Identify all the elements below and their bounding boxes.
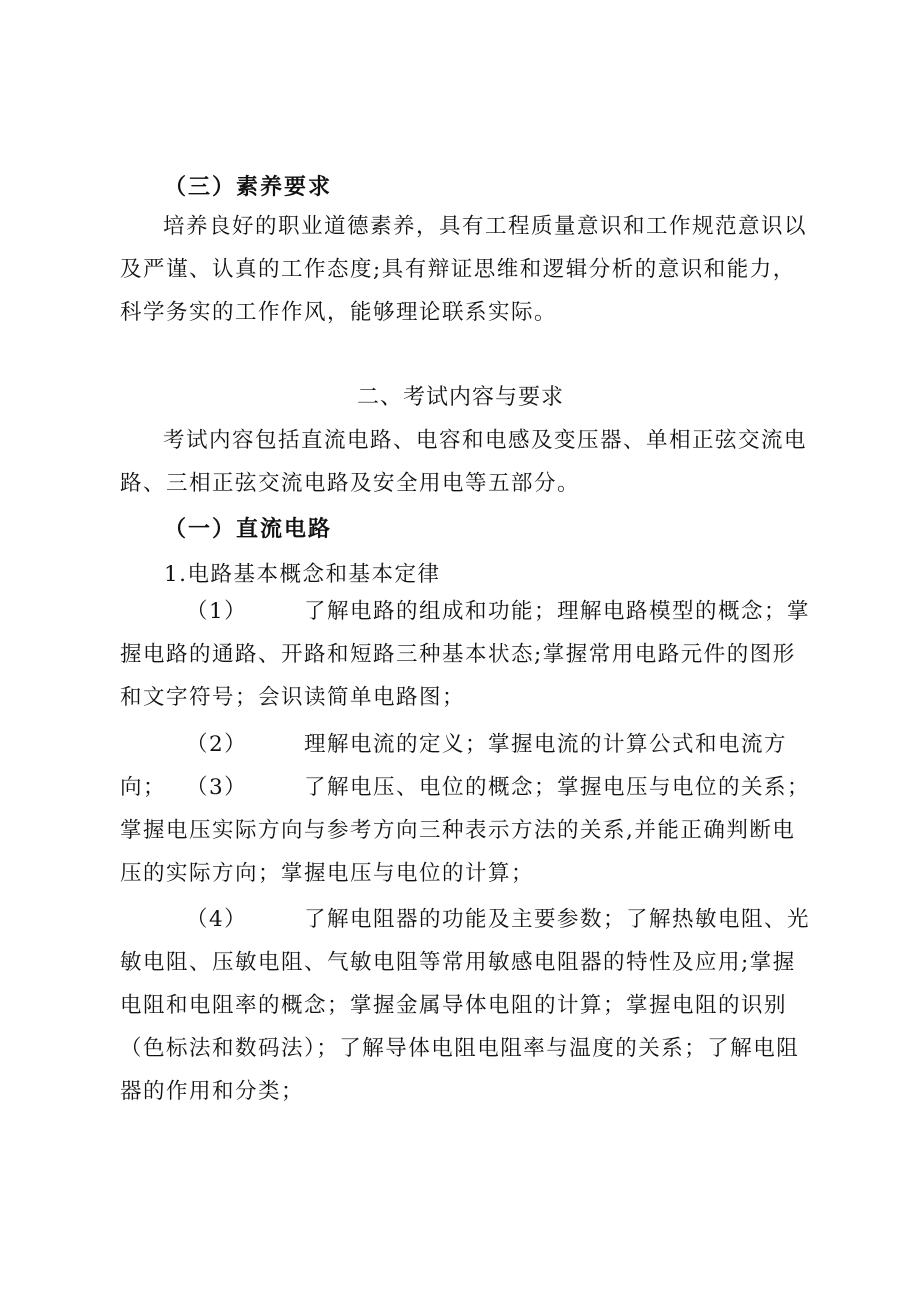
dc-heading: （一）直流电路 bbox=[164, 516, 333, 542]
section-title: 二、考试内容与要求 bbox=[357, 385, 565, 410]
dc-subheading: 1.电路基本概念和基本定律 bbox=[164, 562, 441, 587]
item-text: 理解电流的定义；掌握电流的计算公式和电流方向； bbox=[120, 732, 788, 800]
item-text: 了解电压、电位的概念；掌握电压与电位的关系；掌握电压实际方向与参考方向三种表示方法的关系,并能正确判断电压的实际方向；掌握电压与电位的计算； bbox=[120, 775, 811, 886]
item-text: 了解电阻器的功能及主要参数；了解热敏电阻、光敏电阻、压敏电阻、气敏电阻等常用敏感电阻器的特性及应用;掌握电阻和电阻率的概念；掌握金属导体电阻的计算；掌握电阻的识别（色标法和数码法）；了解导体电阻电阻率与温度的关系；了解电阻器的作用和分类； bbox=[120, 907, 811, 1104]
item-number: （4） bbox=[186, 907, 248, 932]
list-item-4 bbox=[120, 898, 810, 1113]
section-intro: 考试内容包括直流电路、电容和电感及变压器、单相正弦交流电路、三相正弦交流电路及安全用电等五部分。 bbox=[120, 428, 808, 496]
literacy-paragraph: 培养良好的职业道德素养，具有工程质量意识和工作规范意识以及严谨、认真的工作态度;具有辩证思维和逻辑分析的意识和能力，科学务实的工作作风，能够理论联系实际。 bbox=[120, 214, 808, 325]
literacy-heading: （三）素养要求 bbox=[164, 174, 333, 200]
item-number: （2） bbox=[186, 732, 248, 757]
item-text: 了解电路的组成和功能；理解电路模型的概念；掌握电路的通路、开路和短路三种基本状态;掌握常用电路元件的图形和文字符号；会识读简单电路图； bbox=[120, 599, 811, 710]
item-number: （3） bbox=[186, 775, 248, 800]
list-item-3 bbox=[120, 766, 810, 895]
list-item-1 bbox=[120, 590, 810, 719]
item-number: （1） bbox=[186, 599, 248, 624]
